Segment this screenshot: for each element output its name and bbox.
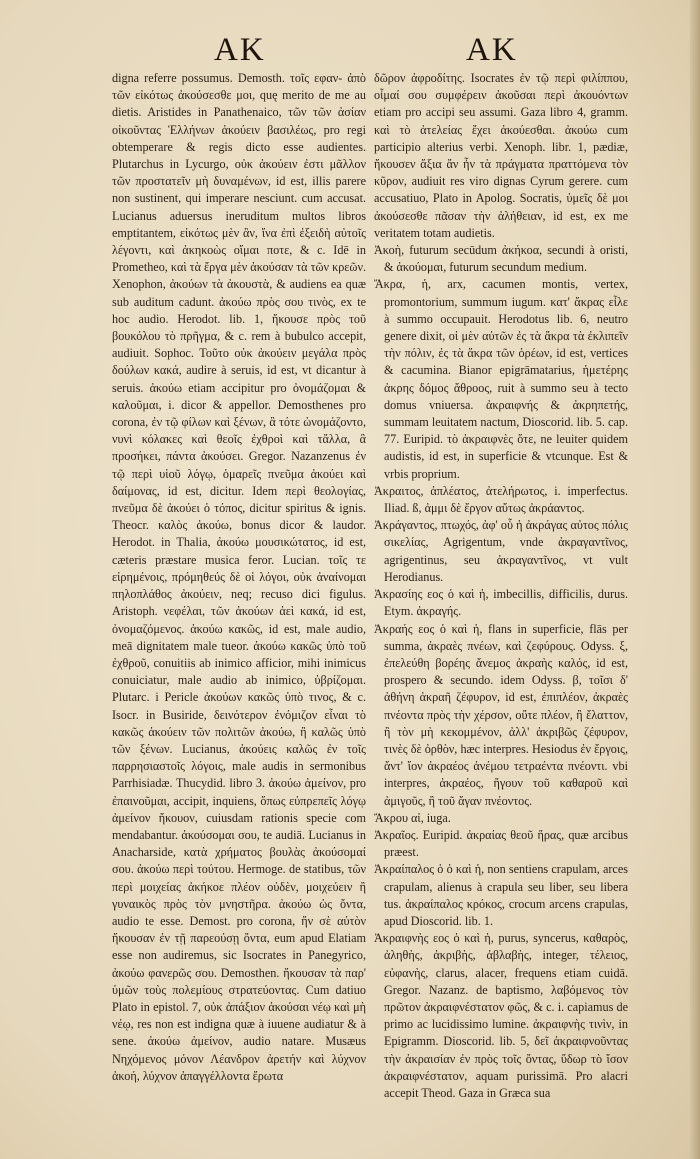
dictionary-entry: Ἀκραής εος ὁ καὶ ἡ, flans in superficie, flās per summa, ἀκραὲς πνέων, καὶ ζεφύρους. Odyss. ξ, ἐπελεύθη βορέης ἄνεμος ἀκραὴς καλός, id est, prospero & secundo. idem Odyss. β, τοῖσι δ' ἀθήνη ἀκραῆ ζέφυρον, id est, ἐπιπλέον, ἀκραὲς πνέοντα πρὸς τὴν χέρσον, οὔτε πλέον, ἢ ἔλαττον, ἢ τὸν μὴ κεκομμένον, ἀλλ' ἀκριβῶς ζέφυρον, τινὲς δὲ ὀρθὸν, hæc interpres. Hesiodus ἐν ἔργοις, ἄντ' ἴον ἀκραέος ἀνέμου τετραέντα πνέοντι. vbi interpres, ἀκραέος, ἤγουν τοῦ καθαροῦ καὶ ἀμιγοῦς, ἢ τοῦ ἄγαν πνέοντος. [374,621,628,808]
dictionary-entry: Ἀκράγαντος, πτωχός, ἀφ' οὗ ἡ ἀκράγας αὐτος πόλις σικελίας, Agrigentum, vnde ἀκραγαντῖνος, agrigentinus, seu ἀκραγαντῖνος, vt vult Herodianus. [374,518,628,584]
running-head-right: AK [466,32,518,68]
dictionary-entry: Ἀκρασίης εος ὁ καὶ ἡ, imbecillis, difficilis, durus. Etym. ἀκραγής. [374,587,628,619]
dictionary-entry: Ἀκραιτος, ἀπλέατος, ἀτελήρωτος, i. imperfectus. Iliad. ß, ἀμμι δὲ ἔργον αὔτως ἀκράαντος. [374,483,628,516]
dictionary-entry: Ἄκρα, ἡ, arx, cacumen montis, vertex, promontorium, summum iugum. κατ' ἄκρας εἶλε à summo occupauit. Herodotus lib. 6, neutro genere dixit, οἱ μὲν αὐτῶν ἐς τὰ ἄκρα τὰ ἐκλιπεῖν τὴν πόλιν, ἐς τὰ ἄκρα τῶν ὀρέων, id est, vertices & cacumina. Bianor epigrāmatarius, ἡμετέρης ἀκρης δόμος ἄθροος, ruit à summo seu à tecto domus vniuersa. ἀκραιφνής & ἀκρηπετής, summam leuitatem nactum, Dioscorid. lib. 5. cap. 77. Euripid. τὸ ἀκραιφνὲς ὅτε, ne leuiter quidem audistis, id est, in superficie & vtcunque. Est & vrbis proprium. [374,277,628,481]
left-column [112,70,366,1085]
page-gutter [690,0,700,1159]
dictionary-entry: Ἀκοὴ, futurum secūdum ἀκήκοα, secundi à oristi, & ἀκούομαι, futurum secundum medium. [374,243,628,275]
running-head-left: AK [214,32,266,68]
dictionary-entry: Ἄκρου αἰ, iuga. [374,810,451,825]
dictionary-entry: Ἀκραιφνὴς εος ὁ καὶ ἡ, purus, syncerus, καθαρὸς, ἀληθὴς, ἀκριβὴς, ἀβλαβὴς, integer, τέλειος, εὐφανὴς, clarus, alacer, frequens etiam cuidā. Gregor. Nazanz. de baptismo, λαβόμενος τὸν πρῶτον ἀκραιφνέστατον φῶς, & c. i. capiamus de primo ac lucidissimo lumine. ἀκραιφνὴς τινὶν, in Epigramm. Dioscorid. lib. 5, δεῖ ἀκραιφνοῦντας τὴν ἀκραισίαν ἐν πρὸς τοῖς ὄντας, ὕδωρ τὸ ἴσον ἀκραιφνέστατον, aquam purissimā. Pro alacri accepit Theod. Gaza in Græca sua [374,931,628,1100]
running-head [0,30,700,70]
dictionary-entry: Ἀκραίπαλος ὁ ὁ καὶ ἡ, non sentiens crapulam, arces crapulam, alienus à crapula seu liber, seu libera tus. ἀκραίπαλος κρόκος, crocum arcens crapulas, apud Dioscorid. lib. 1. [374,862,628,928]
entry-text: δῶρον ἀφροδίτης. Isocrates ἐν τῷ περὶ φιλίππου, οἶμαί σου συμφέρειν ἀκοῦσαι περὶ ἀκουόντων etiam pro accipi seu assumi. Gaza libro 4, gramm. καὶ τὸ ἀτελείας ἔχει ἀκούεσθαι. ἀκούω cum participio alterius verbi. Xenoph. libr. 1, pædiæ, ἤκουσεν ἄξια ἄν ἦν τὰ πράγματα πραττόμενα τὸν κῦρον, audiuit res viro dignas Cyrum gerere. cum accusatiuo, Plato in Apolog. Socratis, ὑμεῖς δὲ μοι ἀκούσεσθε πᾶσαν τὴν ἀλήθειαν, id est, ex me veritatem totam audietis. [374,71,628,240]
dictionary-entry: Ἀκραῖος. Euripid. ἀκραίας θεοῦ ἥρας, quæ arcibus præest. [374,827,628,860]
entry-text: digna referre possumus. Demosth. τοῖς εφαν- ἀπὸ τῶν εἰκότως ἀκούσεσθε μοι, quę merito de me au dietis. Aristides in Panathenaico, τῶν τῶν ἀσίαν οἰκοῦντας Ἑλλήνων ἀκούειν βασιλέως, pro regi obtemperare & regis dicto esse audientes. Plutarchus in Lycurgo, οὐκ ἀκούειν ἐστι μᾶλλον τῶν προστατεῖν μὴ δυναμένων, id est, illis parere non sustinent, qui imperare nesciunt. cum accusat. Lucianus aduersus ineruditum multos libros emptitantem, εἰκότως μὲν ἂν, ἵνα ἐπὶ ἐξειδὴ αὐτοῖς λέγοντι, καὶ ἀκηκοὼς οἴμαι ποτε, & c. Idē in Prometheo, καὶ τὰ ἔργα μὲν ἀκούσαν τὰ τῶν κρεῶν. Xenophon, ἀκούων τὰ ἀκουστὰ, & audiens ea quæ sub auditum cadunt. ἀκούω πρὸς σου τινὸς, ex te hoc audio. Herodot. lib. 1, ἤκουσε πρὸς τοῦ βουκόλου τὸ πρῆγμα, & c. rem à bubulco accepit, audiuit. Sophoc. Τοῦτο οὐκ ἀκούειν μεγάλα πρὸς δούλων κακά, audire à seruis, id est, vt dicantur à seruis. ἀκούω etiam accipitur pro ὀνομάζομαι & καλοῦμαι, i. dicor & appellor. Demosthenes pro corona, ἐν τῷ φίλων καὶ ξένων, ἃ τότε ὠνομάζοντο, νυνὶ κόλακες καὶ θεοῖς ἐχθροὶ καὶ τἄλλα, ἃ προσήκει, πάντα ἀκούσει. Gregor. Nazanzenus ἐν τῷ περὶ υἱοῦ λόγῳ, ὁμαρεῖς πνεῦμα ἀκούει καὶ δαίμονας, id est, dicitur. Idem περὶ θεολογίας, πνεῦμα δὲ ἀκούει ὁ τόπος, dicitur spiritus & ignis. Theocr. καλὸς ἀκούω, bonus dicor & laudor. Herodot. in Thalia, ἀκούω μουσικώτατος, id est, cæteris præstare musica feror. Lucian. τοῖς τε εἰρημένοις, πρόμηθεύς δὲ οἱ λόγοι, οὐκ ἀναίνομαι πηλοπλάθος ἀκούειν, neq; recuso dici figulus. Aristoph. νεφέλαι, τῶν ἀκούων ἀεὶ κακά, id est, ὀνομαζόμενος. ἀκούω κακῶς, id est, male audio, meā dignitatem male tueor. ἀκούω κακῶς ὑπὸ τοῦ ἐχθροῦ, conuitiis ab inimico afficior, mihi inimicus conuiciatur, male audio ab inimico, ὑβρίζομαι. Plutarc. i Pericle ἀκούων κακῶς ὑπὸ τινος, & c. Isocr. in Busiride, δεινότερον ἐνόμιζον εἶναι τὸ κακῶς ἀκούειν τῶν πολιτῶν ἀκούω, ἢ καλῶς ὑπὸ τῶν ξένων. Lucianus, ἀκούεις καλῶς ἐν τοῖς παρρησιαστοῖς λόγοις, male audis in sermonibus Parrhisiadæ. Thucydid. libro 3. ἀκούω ἀμείνον, pro ἐπαινοῦμαι, accipit, inquiens, ὅπως εὐπρεπεῖς λόγῳ ἀμείνον ἤκουον, cuiusdam rationis specie com mendabantur. ἀκούσομαι σου, te audiā. Lucianus in Anacharside, κατὰ χρήματος βουλὰς ἀκούσομαί σου. ἀκούω περὶ τούτου. Hermoge. de statibus, τῶν περὶ μοιχείας ἀκήκοε πλέον οὐδὲν, μοιχεύειν ἢ γυναικὸς πρὸς τὸν μνηστῆρα. ἀκούω ὡς ὄντα, audio te esse. Demost. pro corona, ἤν σὲ αὐτὸν ἤκουσαν ἐν τῇ παρεούσῃ ὄντα, eum apud Elatiam esse non audiremus, sic Isocrates in Panegyrico, ἀκούω φανερῶς σου. Demosthen. ἤκουσαν τὰ παρ' ὑμῶν τοὺς πολεμίους στρατεύοντας. Cum datiuo Plato in epistol. 7, οὐκ ἀπάξιον ἀκούσαι νέῳ καὶ μὴ νέῳ, res non est indigna quæ à iuuene audiatur & à sene. ἀκούω ἀμείνον, audio natare. Musæus Νηχόμενος μόνον Λέανδρον ἀρετήν καὶ λύχνον ἀκοή, λύχνον ἀπαγγέλλοντα ἔρωτα [112,71,366,1083]
right-column [374,70,628,1102]
